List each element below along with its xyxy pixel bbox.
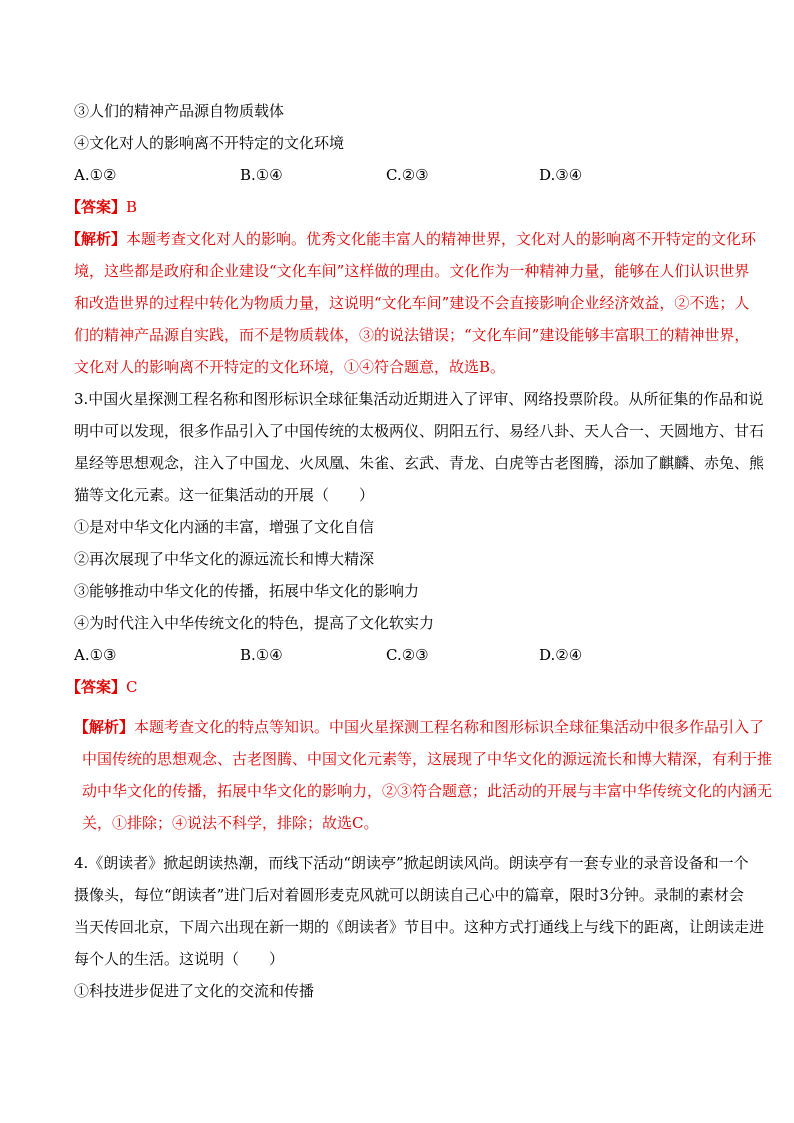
q3-stem-line-2: 明中可以发现，很多作品引入了中国传统的太极两仪、阴阳五行、易经八卦、天人合一、天圆地方、甘石 [74,422,765,440]
q2-analysis-line-3: 和改造世界的过程中转化为物质力量，这说明“文化车间”建设不会直接影响企业经济效益，②不选；人 [74,294,750,312]
q4-stem-line-4: 每个人的生活。这说明（ ） [74,950,285,968]
q2-statement-3: ③人们的精神产品源自物质载体 [74,102,285,120]
q2-analysis-line-2: 境，这些都是政府和企业建设“文化车间”这样做的理由。文化作为一种精神力量，能够在人们认识世界 [74,262,750,280]
q3-answer [66,677,138,697]
q3-analysis-line-4: 关，①排除；④说法不科学，排除；故选C。 [82,814,379,832]
q3-option-d: D.②④ [539,646,583,664]
q3-analysis-line-3: 动中华文化的传播，拓展中华文化的影响力，②③符合题意；此活动的开展与丰富中华传统文化的内涵无 [82,782,773,800]
q2-option-c: C.②③ [386,166,429,184]
answer-tag: 【答案】 [66,198,127,216]
q2-statement-4: ④文化对人的影响离不开特定的文化环境 [74,134,345,152]
analysis-tag: 【解析】 [74,718,135,736]
q3-stem-line-3: 星经等思想观念，注入了中国龙、火凤凰、朱雀、玄武、青龙、白虎等古老图腾，添加了麒麟、赤兔、熊 [74,454,765,472]
q3-option-a: A.①③ [74,646,117,664]
analysis-text: 本题考查文化对人的影响。优秀文化能丰富人的精神世界，文化对人的影响离不开特定的文化环 [126,230,757,248]
answer-value: C [126,678,138,696]
q2-answer [66,197,137,217]
q3-option-c: C.②③ [386,646,429,664]
analysis-tag: 【解析】 [66,230,127,248]
q3-statement-1: ①是对中华文化内涵的丰富，增强了文化自信 [74,518,375,536]
q3-analysis-line-2: 中国传统的思想观念、古老图腾、中国文化元素等，这展现了中华文化的源远流长和博大精深，有利于推 [82,750,773,768]
q4-stem-line-1: 4.《朗读者》掀起朗读热潮，而线下活动“朗读亭”掀起朗读风尚。朗读亭有一套专业的录音设备和一个 [74,854,749,872]
q2-analysis-line-5: 文化对人的影响离不开特定的文化环境，①④符合题意，故选B。 [74,358,506,376]
q2-option-d: D.③④ [539,166,583,184]
q4-statement-1: ①科技进步促进了文化的交流和传播 [74,982,315,1000]
q2-option-a: A.①② [74,166,117,184]
q3-statement-3: ③能够推动中华文化的传播，拓展中华文化的影响力 [74,582,420,600]
q3-option-b: B.①④ [240,646,283,664]
analysis-text: 本题考查文化的特点等知识。中国火星探测工程名称和图形标识全球征集活动中很多作品引入了 [134,718,765,736]
q3-statement-2: ②再次展现了中华文化的源远流长和博大精深 [74,550,375,568]
answer-tag: 【答案】 [66,678,127,696]
answer-value: B [126,198,138,216]
q2-analysis-line-4: 们的精神产品源自实践，而不是物质载体，③的说法错误；“文化车间”建设能够丰富职工的精神世界， [74,326,750,344]
q3-analysis-line-1 [74,717,764,737]
q2-option-b: B.①④ [240,166,283,184]
q4-stem-line-2: 摄像头，每位“朗读者”进门后对着圆形麦克风就可以朗读自己心中的篇章，限时3分钟。录制的素材会 [74,886,744,904]
q3-statement-4: ④为时代注入中华传统文化的特色，提高了文化软实力 [74,614,435,632]
q4-stem-line-3: 当天传回北京，下周六出现在新一期的《朗读者》节目中。这种方式打通线上与线下的距离，让朗读走进 [74,918,765,936]
q3-stem-line-4: 猫等文化元素。这一征集活动的开展（ ） [74,486,375,504]
q2-analysis-line-1 [66,229,756,249]
q3-stem-line-1: 3.中国火星探测工程名称和图形标识全球征集活动近期进入了评审、网络投票阶段。从所征集的作品和说 [74,390,764,408]
